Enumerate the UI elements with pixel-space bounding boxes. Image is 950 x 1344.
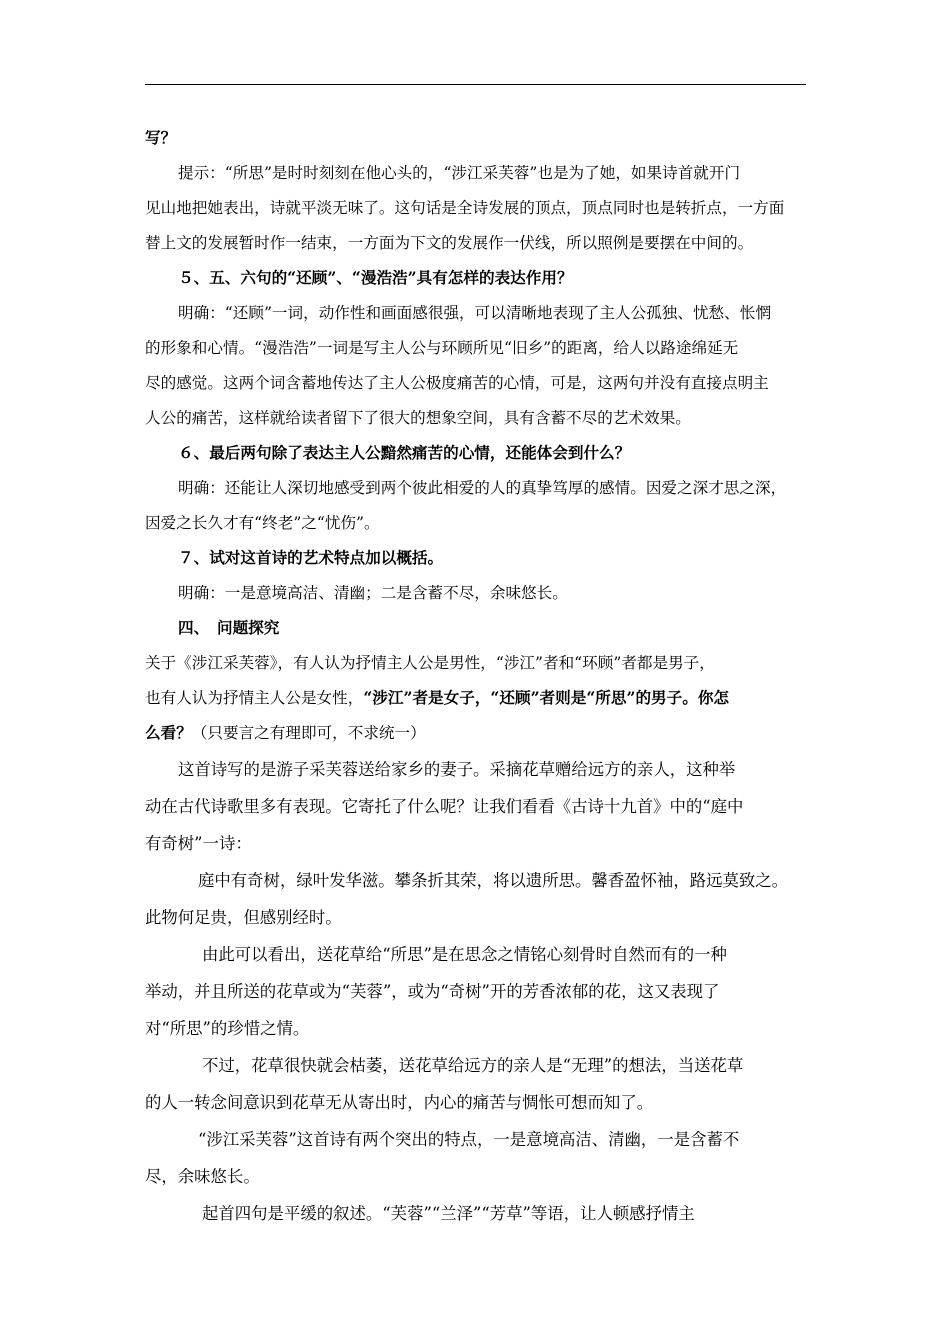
text-plain: 也有人认为抒情主人公是女性， bbox=[145, 689, 364, 707]
text-line: 因爱之长久才有“终老”之“忧伤”。 bbox=[145, 514, 380, 532]
text-line: “涉江采芙蓉”这首诗有两个突出的特点，一是意境高洁、清幽，一是含蓄不 bbox=[198, 1130, 740, 1149]
text-line: 动在古代诗歌里多有表现。它寄托了什么呢？让我们看看《古诗十九首》中的“庭中 bbox=[145, 797, 744, 816]
text-line: 替上文的发展暂时作一结束，一方面为下文的发展作一伏线，所以照例是要摆在中间的。 bbox=[145, 234, 754, 252]
text-bold: “涉江”者是女子，“还顾”者则是“所思”的男子。你怎 bbox=[363, 688, 730, 707]
header-rule bbox=[145, 84, 806, 85]
text-line: 写？ bbox=[145, 128, 177, 147]
text-line: 有奇树”一诗： bbox=[145, 834, 252, 853]
section-heading: 四、 问题探究 bbox=[178, 618, 280, 637]
question-heading: ６、最后两句除了表达主人公黯然痛苦的心情，还能体会到什么？ bbox=[178, 443, 631, 462]
question-heading: ７、试对这首诗的艺术特点加以概括。 bbox=[178, 548, 444, 567]
text-line: 关于《涉江采芙蓉》，有人认为抒情主人公是男性，“涉江”者和“环顾”者都是男子， bbox=[145, 654, 715, 672]
text-line: 尽的感觉。这两个词含蓄地传达了主人公极度痛苦的心情，可是，这两句并没有直接点明主 bbox=[145, 374, 769, 392]
text-line: 的形象和心情。“漫浩浩”一词是写主人公与环顾所见“旧乡”的距离，给人以路途绵延无 bbox=[145, 339, 739, 357]
text-line: 尽，余味悠长。 bbox=[145, 1167, 260, 1186]
text-line: 不过，花草很快就会枯萎，送花草给远方的亲人是“无理”的想法，当送花草 bbox=[202, 1056, 744, 1075]
text-plain: （只要言之有理即可，不求统一） bbox=[191, 724, 426, 742]
text-line bbox=[145, 723, 426, 743]
text-line: 由此可以看出，送花草给“所思”是在思念之情铭心刻骨时自然而有的一种 bbox=[202, 945, 727, 964]
text-line: 起首四句是平缓的叙述。“芙蓉”“兰泽”“芳草”等语，让人顿感抒情主 bbox=[202, 1204, 695, 1223]
text-line: 人公的痛苦，这样就给读者留下了很大的想象空间，具有含蓄不尽的艺术效果。 bbox=[145, 409, 691, 427]
poem-line: 此物何足贵，但感别经时。 bbox=[145, 908, 342, 927]
text-line: 对“所思”的珍惜之情。 bbox=[145, 1019, 310, 1038]
poem-line: 庭中有奇树，绿叶发华滋。攀条折其荣，将以遗所思。馨香盈怀袖，路远莫致之。 bbox=[198, 871, 789, 890]
text-line: 见山地把她表出，诗就平淡无味了。这句话是全诗发展的顶点，顶点同时也是转折点，一方面 bbox=[145, 199, 785, 217]
text-line: 明确：“还顾”一词，动作性和画面感很强，可以清晰地表现了主人公孤独、忧愁、怅惘 bbox=[178, 304, 771, 322]
text-line: 提示：“所思”是时时刻刻在他心头的，“涉江采芙蓉”也是为了她，如果诗首就开门 bbox=[178, 164, 741, 182]
question-heading: ５、五、六句的“还顾”、“漫浩浩”具有怎样的表达作用？ bbox=[178, 268, 573, 287]
text-line: 这首诗写的是游子采芙蓉送给家乡的妻子。采摘花草赠给远方的亲人，这种举 bbox=[178, 760, 736, 779]
text-bold: 么看？ bbox=[145, 723, 192, 742]
text-line: 的人一转念间意识到花草无从寄出时，内心的痛苦与惆怅可想而知了。 bbox=[145, 1093, 654, 1112]
text-line: 明确：一是意境高洁、清幽；二是含蓄不尽，余味悠长。 bbox=[178, 584, 568, 602]
text-line: 举动，并且所送的花草或为“芙蓉”，或为“奇树”开的芳香浓郁的花，这又表现了 bbox=[145, 982, 720, 1001]
text-line: 明确：还能让人深切地感受到两个彼此相爱的人的真挚笃厚的感情。因爱之深才思之深， bbox=[178, 479, 787, 497]
text-line bbox=[145, 688, 729, 708]
